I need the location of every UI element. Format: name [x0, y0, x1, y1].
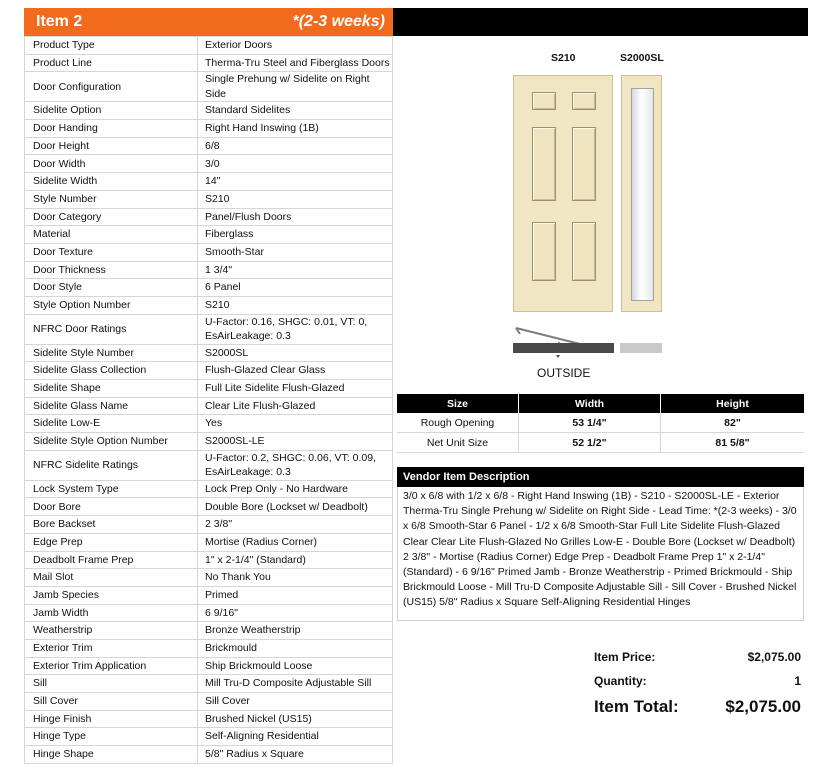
door-panel — [572, 222, 596, 281]
spec-value: Flush-Glazed Clear Glass — [198, 362, 393, 380]
spec-label: Door Bore — [25, 498, 198, 516]
door-panel — [532, 127, 556, 201]
item-price-label: Item Price: — [594, 650, 656, 664]
spec-label: Door Width — [25, 155, 198, 173]
spec-value: 1" x 2-1/4" (Standard) — [198, 551, 393, 569]
spec-label: Style Option Number — [25, 296, 198, 314]
item-total-label: Item Total: — [594, 697, 679, 716]
spec-row — [25, 226, 393, 244]
spec-label: Hinge Shape — [25, 746, 198, 764]
item-header — [24, 8, 393, 36]
spec-value: 6 Panel — [198, 279, 393, 297]
spec-label: Exterior Trim Application — [25, 657, 198, 675]
spec-label: Style Number — [25, 190, 198, 208]
spec-row — [25, 657, 393, 675]
spec-row — [25, 569, 393, 587]
spec-label: Hinge Type — [25, 728, 198, 746]
spec-label: Door Thickness — [25, 261, 198, 279]
spec-row — [25, 173, 393, 191]
spec-label: Door Style — [25, 279, 198, 297]
spec-value: Lock Prep Only - No Hardware — [198, 480, 393, 498]
spec-label: Door Configuration — [25, 72, 198, 102]
spec-value: Panel/Flush Doors — [198, 208, 393, 226]
spec-value: Primed — [198, 586, 393, 604]
header-bar-right — [393, 8, 808, 36]
spec-label: Material — [25, 226, 198, 244]
spec-label: Sidelite Glass Name — [25, 397, 198, 415]
spec-label: Sidelite Option — [25, 102, 198, 120]
spec-row — [25, 155, 393, 173]
height-value: 82" — [661, 413, 805, 433]
door-panel — [532, 92, 556, 110]
item-total-value: $2,075.00 — [725, 697, 801, 716]
spec-value: S210 — [198, 296, 393, 314]
spec-label: NFRC Sidelite Ratings — [25, 450, 198, 480]
spec-value: Therma-Tru Steel and Fiberglass Doors — [198, 54, 393, 72]
spec-label: Product Type — [25, 37, 198, 55]
spec-label: Bore Backset — [25, 516, 198, 534]
size-table — [397, 394, 804, 453]
spec-row — [25, 433, 393, 451]
spec-row — [25, 261, 393, 279]
spec-row — [25, 693, 393, 711]
sidelite-image — [621, 75, 662, 312]
spec-label: Sidelite Glass Collection — [25, 362, 198, 380]
spec-row — [25, 415, 393, 433]
spec-label: Edge Prep — [25, 533, 198, 551]
door-style-label: S210 — [551, 52, 576, 64]
spec-row — [25, 675, 393, 693]
spec-row — [25, 551, 393, 569]
spec-value: Bronze Weatherstrip — [198, 622, 393, 640]
spec-value: Fiberglass — [198, 226, 393, 244]
spec-label: Sidelite Style Number — [25, 344, 198, 362]
spec-table — [24, 36, 393, 764]
vendor-description-text: 3/0 x 6/8 with 1/2 x 6/8 - Right Hand Inswing (1B) - S210 - S2000SL-LE - Exterior Therma-Tru Single Prehung w/ Sidelite on Right Side - Lead Time: *(2-3 weeks) - 3/0 x 6/8 Smooth-Star 6 Panel - 1/2 x 6/8 Smooth-Star Full Lite Sidelite Flush-Glazed Clear Clear Lite Flush-Glazed No Grilles Low-E - Double Bore (Lockset w/ Deadbolt) 2 3/8" - Mortise (Radius Corner) Edge Prep - Deadbolt Frame Prep 1" x 2-1/4" (Standard) - 6 9/16" Primed Jamb - Bronze Weatherstrip - Primed Brickmould - Ship Brickmould Loose - Mill Tru-D Composite Adjustable Sill - Sill Cover - Brushed Nickel (US15) 5/8" Radius x Square Self-Aligning Residential Hinges — [397, 487, 804, 621]
quantity-label: Quantity: — [594, 674, 647, 688]
spec-value: Mortise (Radius Corner) — [198, 533, 393, 551]
spec-row — [25, 72, 393, 102]
spec-label: Door Height — [25, 137, 198, 155]
spec-value: Smooth-Star — [198, 243, 393, 261]
spec-label: Door Texture — [25, 243, 198, 261]
spec-value: Yes — [198, 415, 393, 433]
width-header: Width — [519, 394, 661, 413]
spec-row — [25, 450, 393, 480]
size-header: Size — [397, 394, 519, 413]
spec-label: Door Handing — [25, 120, 198, 138]
spec-value: S2000SL — [198, 344, 393, 362]
spec-row — [25, 190, 393, 208]
spec-row — [25, 344, 393, 362]
spec-label: Jamb Species — [25, 586, 198, 604]
spec-label: Exterior Trim — [25, 639, 198, 657]
spec-label: NFRC Door Ratings — [25, 314, 198, 344]
spec-value: Standard Sidelites — [198, 102, 393, 120]
spec-row — [25, 279, 393, 297]
spec-value: 2 3/8" — [198, 516, 393, 534]
spec-row — [25, 137, 393, 155]
spec-row — [25, 480, 393, 498]
spec-label: Hinge Finish — [25, 710, 198, 728]
spec-label: Sidelite Low-E — [25, 415, 198, 433]
spec-label: Weatherstrip — [25, 622, 198, 640]
spec-value: 1 3/4" — [198, 261, 393, 279]
size-name: Rough Opening — [397, 413, 519, 433]
door-image — [513, 75, 613, 312]
spec-value: Right Hand Inswing (1B) — [198, 120, 393, 138]
vendor-description-title: Vendor Item Description — [397, 467, 804, 487]
spec-row — [25, 296, 393, 314]
spec-value: 3/0 — [198, 155, 393, 173]
spec-row — [25, 710, 393, 728]
spec-value: Self-Aligning Residential — [198, 728, 393, 746]
spec-row — [25, 397, 393, 415]
spec-row — [25, 208, 393, 226]
width-value: 53 1/4" — [519, 413, 661, 433]
spec-row — [25, 314, 393, 344]
spec-value: Full Lite Sidelite Flush-Glazed — [198, 380, 393, 398]
door-swing-diagram — [510, 320, 670, 360]
spec-row — [25, 380, 393, 398]
spec-value: Exterior Doors — [198, 37, 393, 55]
spec-value: Clear Lite Flush-Glazed — [198, 397, 393, 415]
spec-label: Sidelite Shape — [25, 380, 198, 398]
spec-label: Sidelite Width — [25, 173, 198, 191]
item-price-value: $2,075.00 — [747, 650, 801, 664]
spec-row — [25, 533, 393, 551]
table-row — [397, 413, 804, 433]
door-panel — [572, 127, 596, 201]
spec-label: Product Line — [25, 54, 198, 72]
spec-value: Sill Cover — [198, 693, 393, 711]
height-value: 81 5/8" — [661, 433, 805, 453]
spec-value: 6 9/16" — [198, 604, 393, 622]
spec-row — [25, 639, 393, 657]
door-panel — [532, 222, 556, 281]
spec-table-body — [25, 37, 393, 764]
spec-row — [25, 120, 393, 138]
spec-value: Single Prehung w/ Sidelite on Right Side — [198, 72, 393, 102]
spec-label: Jamb Width — [25, 604, 198, 622]
spec-value: 14" — [198, 173, 393, 191]
spec-row — [25, 37, 393, 55]
sidelite-glass — [631, 88, 654, 301]
spec-row — [25, 586, 393, 604]
table-row — [397, 433, 804, 453]
width-value: 52 1/2" — [519, 433, 661, 453]
spec-value: 6/8 — [198, 137, 393, 155]
sidelite-style-label: S2000SL — [620, 52, 664, 64]
spec-value: Ship Brickmould Loose — [198, 657, 393, 675]
spec-value: S2000SL-LE — [198, 433, 393, 451]
door-panel — [572, 92, 596, 110]
spec-label: Door Category — [25, 208, 198, 226]
spec-row — [25, 362, 393, 380]
spec-value: Double Bore (Lockset w/ Deadbolt) — [198, 498, 393, 516]
quantity-value: 1 — [794, 674, 801, 688]
spec-row — [25, 746, 393, 764]
size-name: Net Unit Size — [397, 433, 519, 453]
spec-row — [25, 604, 393, 622]
spec-label: Deadbolt Frame Prep — [25, 551, 198, 569]
height-header: Height — [661, 394, 805, 413]
spec-row — [25, 54, 393, 72]
spec-row — [25, 728, 393, 746]
spec-row — [25, 243, 393, 261]
spec-value: Mill Tru-D Composite Adjustable Sill — [198, 675, 393, 693]
spec-label: Lock System Type — [25, 480, 198, 498]
spec-value: 5/8" Radius x Square — [198, 746, 393, 764]
outside-label: OUTSIDE — [537, 366, 591, 380]
lead-time: *(2-3 weeks) — [292, 13, 385, 30]
spec-value: Brushed Nickel (US15) — [198, 710, 393, 728]
spec-label: Sidelite Style Option Number — [25, 433, 198, 451]
spec-row — [25, 498, 393, 516]
spec-label: Mail Slot — [25, 569, 198, 587]
spec-row — [25, 102, 393, 120]
spec-value: U-Factor: 0.2, SHGC: 0.06, VT: 0.09, EsAirLeakage: 0.3 — [198, 450, 393, 480]
item-title: Item 2 — [36, 13, 83, 30]
spec-value: No Thank You — [198, 569, 393, 587]
spec-value: U-Factor: 0.16, SHGC: 0.01, VT: 0, EsAirLeakage: 0.3 — [198, 314, 393, 344]
spec-value: Brickmould — [198, 639, 393, 657]
spec-value: S210 — [198, 190, 393, 208]
spec-label: Sill Cover — [25, 693, 198, 711]
spec-row — [25, 622, 393, 640]
spec-label: Sill — [25, 675, 198, 693]
spec-row — [25, 516, 393, 534]
